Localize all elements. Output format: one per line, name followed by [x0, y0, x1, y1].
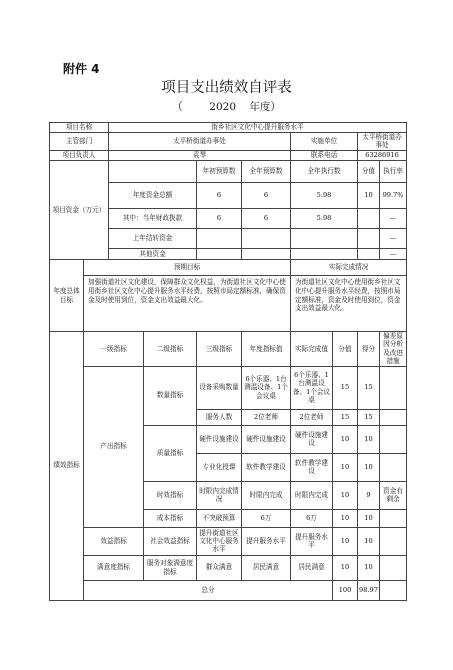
- target-value: 6个乐器、1台测温设备、1个会议桌: [242, 366, 291, 409]
- points-value: 10: [333, 555, 358, 580]
- funds-row-label: 年度资金总额: [109, 182, 197, 208]
- phone-value: 63286916: [358, 150, 407, 160]
- funds-cell: [197, 249, 242, 260]
- points-value: 10: [333, 527, 358, 555]
- expected-goal-text: 加强街道社区文化建设，保障群众文化权益，为街道社区文化中心使用街乡社区文化中心提升服务水平经费，按照市局定额标准，确保资金及时使用到位，资金支出效益最大化。: [84, 276, 291, 332]
- target-value: 居民满意: [242, 555, 291, 580]
- actual-value: 6个乐器、1台测温设备、1个会议桌: [291, 366, 333, 409]
- deviation-reason: [380, 509, 407, 527]
- phone-label: 联系电话: [291, 150, 358, 160]
- funds-cell: —: [380, 209, 407, 229]
- score-value: 10: [358, 425, 380, 453]
- deviation-reason: [380, 425, 407, 453]
- actual-value: 居民满意: [291, 555, 333, 580]
- score-value: 10: [358, 453, 380, 481]
- funds-header: 全年执行数: [291, 160, 358, 182]
- leader-label: 项目负责人: [50, 150, 109, 160]
- perf-header: 得分: [358, 332, 380, 367]
- total-label: 总分: [84, 580, 333, 600]
- funds-row-label: 其中：当年财政拨款: [109, 209, 197, 229]
- actual-completion-header: 实际完成情况: [291, 260, 407, 276]
- dept-row: [50, 133, 407, 151]
- level3-indicator: 提升街道社区文化中心服务水平: [197, 527, 242, 555]
- level2-indicator: 数量指标: [144, 366, 197, 425]
- funds-cell: 6: [197, 209, 242, 229]
- impl-label: 实施单位: [291, 133, 358, 151]
- deviation-reason: [380, 366, 407, 409]
- goals-content-row: [50, 276, 407, 332]
- deviation-reason: [380, 409, 407, 425]
- funds-row-label: 上年结转资金: [109, 229, 197, 249]
- perf-header: 分值: [333, 332, 358, 367]
- points-value: 10: [333, 425, 358, 453]
- perf-header: 一级指标: [84, 332, 144, 367]
- level2-indicator: 成本指标: [144, 509, 197, 527]
- level3-indicator: 设备采购数量: [197, 366, 242, 409]
- total-points: 100: [333, 580, 358, 600]
- funds-cell: 5.98: [291, 209, 358, 229]
- perf-header: 二级指标: [144, 332, 197, 367]
- funds-header: 执行率: [380, 160, 407, 182]
- actual-value: 软件教学建设: [291, 453, 333, 481]
- attachment-label: 附件 4: [63, 62, 100, 76]
- total-score: 98.97: [358, 580, 380, 600]
- score-value: 10: [358, 509, 380, 527]
- expected-goal-header: 预期目标: [84, 260, 291, 276]
- performance-row: [50, 527, 407, 555]
- score-value: 10: [358, 555, 380, 580]
- level3-indicator: 硬件设施建设: [197, 425, 242, 453]
- funds-cell: [291, 249, 358, 260]
- level2-indicator: 服务对象满意度指标: [144, 555, 197, 580]
- funds-header: 全年预算数: [242, 160, 291, 182]
- funds-cell: [242, 229, 291, 249]
- target-value: 提升服务水平: [242, 527, 291, 555]
- deviation-reason: [380, 453, 407, 481]
- perf-header: 年度指标值: [242, 332, 291, 367]
- performance-row: [50, 366, 407, 409]
- actual-value: 提升服务水平: [291, 527, 333, 555]
- actual-value: 硬件设施建设: [291, 425, 333, 453]
- impl-value: 太平桥街道办事处: [358, 133, 407, 151]
- funds-cell: —: [380, 229, 407, 249]
- funds-cell: 10: [358, 182, 380, 208]
- points-value: 15: [333, 366, 358, 409]
- deviation-reason: [380, 555, 407, 580]
- goals-header-row: [50, 260, 407, 276]
- level1-indicator: 效益指标: [84, 527, 144, 555]
- leader-row: [50, 150, 407, 160]
- target-value: 时限内完成: [242, 481, 291, 509]
- funds-section-label: 项目资金（万元）: [50, 160, 109, 259]
- funds-cell: 5.98: [291, 182, 358, 208]
- funds-cell: [358, 249, 380, 260]
- funds-row-label: 其他资金: [109, 249, 197, 260]
- funds-cell: 6: [242, 182, 291, 208]
- project-name-value: 街乡社区文化中心提升服务水平: [109, 123, 407, 133]
- points-value: 15: [333, 409, 358, 425]
- total-row: [50, 580, 407, 600]
- funds-header-row: [50, 160, 407, 182]
- funds-cell: [197, 229, 242, 249]
- funds-cell: 6: [197, 182, 242, 208]
- target-value: 软件教学建设: [242, 453, 291, 481]
- funds-cell: [242, 249, 291, 260]
- score-value: 15: [358, 409, 380, 425]
- funds-blank-header: [109, 160, 197, 182]
- funds-cell: 99.7%: [380, 182, 407, 208]
- page-title: 项目支出绩效自评表: [161, 80, 292, 96]
- goals-section-label: 年度总体目标: [50, 260, 84, 332]
- leader-value: 袁琴: [109, 150, 291, 160]
- actual-completion-text: 为街道社区文化中心使用街乡社区文化中心提升服务水平经费，按照市局定额标准，资金及时使用到位，资金支出效益最大化。: [291, 276, 407, 332]
- project-name-row: [50, 123, 407, 133]
- level1-indicator: 满意度指标: [84, 555, 144, 580]
- perf-header: 实际完成值: [291, 332, 333, 367]
- funds-header: 分值: [358, 160, 380, 182]
- performance-section-label: 绩效指标: [50, 332, 84, 601]
- deviation-reason: [380, 527, 407, 555]
- performance-header-row: [50, 332, 407, 367]
- deviation-reason: 资金有剩余: [380, 481, 407, 509]
- performance-row: [50, 555, 407, 580]
- target-value: 2位老师: [242, 409, 291, 425]
- level2-indicator: 社会效益指标: [144, 527, 197, 555]
- funds-cell: 6: [242, 209, 291, 229]
- level3-indicator: 不突破预算: [197, 509, 242, 527]
- score-value: 9: [358, 481, 380, 509]
- level2-indicator: 时效指标: [144, 481, 197, 509]
- dept-value: 太平桥街道办事处: [109, 133, 291, 151]
- self-evaluation-table: [49, 122, 407, 601]
- actual-value: 2位老师: [291, 409, 333, 425]
- score-value: 10: [358, 527, 380, 555]
- actual-value: 6万: [291, 509, 333, 527]
- level3-indicator: 服务人数: [197, 409, 242, 425]
- points-value: 10: [333, 453, 358, 481]
- level3-indicator: 专业化授课: [197, 453, 242, 481]
- level3-indicator: 时限内完成情况: [197, 481, 242, 509]
- funds-cell: [358, 209, 380, 229]
- funds-header: 年初预算数: [197, 160, 242, 182]
- funds-cell: —: [380, 249, 407, 260]
- points-value: 10: [333, 509, 358, 527]
- project-name-label: 项目名称: [50, 123, 109, 133]
- actual-value: 时限内完成: [291, 481, 333, 509]
- dept-label: 主管部门: [50, 133, 109, 151]
- total-reason: [380, 580, 407, 600]
- level1-indicator: 产出指标: [84, 366, 144, 527]
- target-value: 硬件设施建设: [242, 425, 291, 453]
- funds-cell: [358, 229, 380, 249]
- level3-indicator: 群众满意: [197, 555, 242, 580]
- level2-indicator: 质量指标: [144, 425, 197, 481]
- score-value: 15: [358, 366, 380, 409]
- target-value: 6万: [242, 509, 291, 527]
- funds-cell: [291, 229, 358, 249]
- points-value: 10: [333, 481, 358, 509]
- year-subtitle: （ 2020 年度）: [172, 101, 281, 113]
- perf-header: 三级指标: [197, 332, 242, 367]
- perf-header: 偏差原因分析及改进措施: [380, 332, 407, 367]
